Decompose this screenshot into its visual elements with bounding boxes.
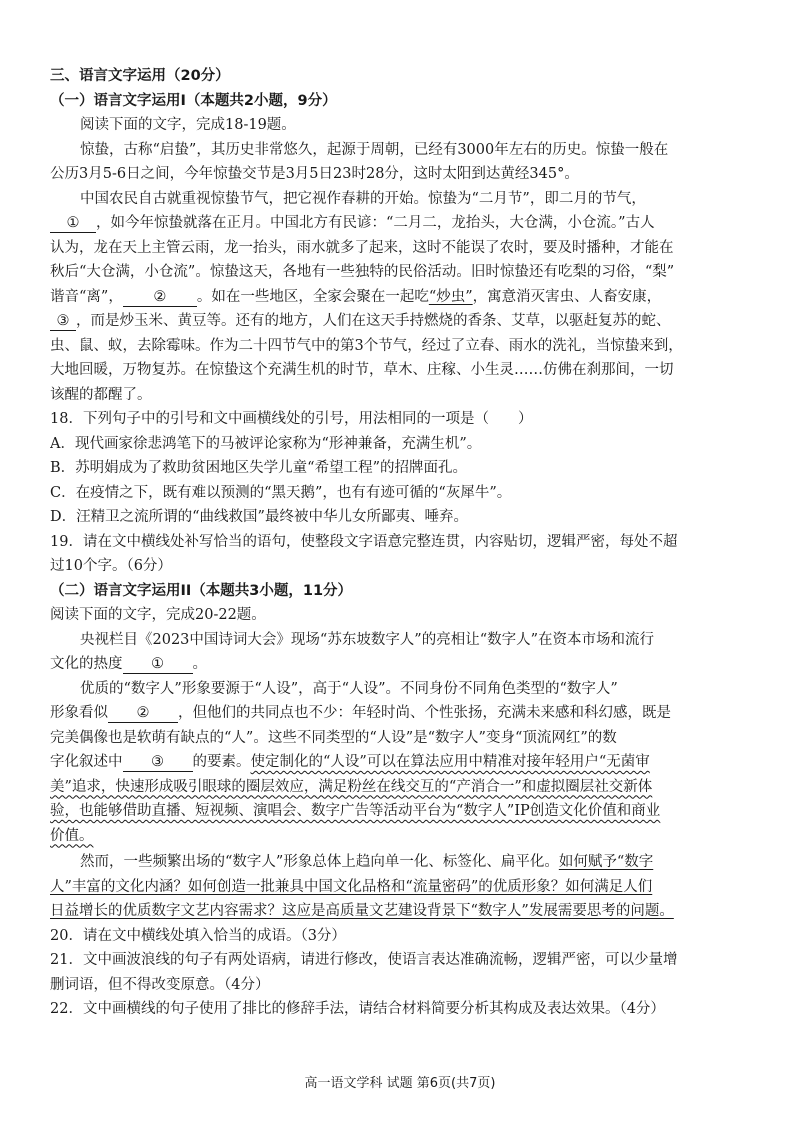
underlined-quote: “炒虫” [428,288,473,305]
exam-page [50,64,756,1022]
passage2-line [50,899,756,924]
blank-1[interactable]: ① [50,214,96,233]
passage2-line [50,799,756,824]
passage2-line: 央视栏目《2023中国诗词大会》现场“苏东坡数字人”的亮相让“数字人”在资本市场和流行 [80,631,655,648]
option-a: A．现代画家徐悲鸿笔下的马被评论家称为“形神兼备，充满生机”。 [50,435,482,452]
passage1-line: 该醒的都醒了。 [50,386,152,403]
question-19: 19．请在文中横线处补写恰当的语句，使整段文字语意完整连贯，内容贴切，逻辑严密，每处不超 [50,533,678,550]
question-21: 删词语，但不得改变原意。（4分） [50,976,270,993]
question-19: 过10个字。（6分） [50,558,172,574]
wavy-sentence: 美”追求，快速形成吸引眼球的圈层效应，满足粉丝在线交互的“产消合一”和虚拟圈层社交新体 [50,778,653,795]
blank-3[interactable]: ③ [50,312,76,331]
passage1-line: 中国农民自古就重视惊蛰节气，把它视作春耕的开始。惊蛰为“二月节”，即二月的节气， [80,190,646,207]
blank-idiom-3[interactable]: ③ [123,753,193,772]
question-18: 18．下列句子中的引号和文中画横线处的引号，用法相同的一项是（ ） [50,411,533,427]
passage1-line: 公历3月5-6日之间，今年惊蛰交节是3月5日23时28分，这时太阳到达黄经345°。 [50,166,579,182]
passage2-line [50,824,756,849]
option-d: D．汪精卫之流所谓的“曲线救国”最终被中华儿女所鄙夷、唾弃。 [50,509,468,525]
passage2-line: 字化叙述中 ③ 的要素。使定制化的“人设”可以在算法应用中精准对接年轻用户“无菌审 [50,754,650,770]
passage1-line: 惊蛰，古称“启蛰”，其历史非常悠久，起源于周朝，已经有3000年左右的历史。惊蛰一般在 [80,141,669,158]
question-21: 21．文中画波浪线的句子有两处语病，请进行修改，使语言表达准确流畅，逻辑严密，可以少量增 [50,952,678,968]
part1-intro: 阅读下面的文字，完成18-19题。 [80,117,296,133]
blank-idiom-2[interactable]: ② [108,704,178,723]
passage1-line: 谐音“离”， ② 。如在一些地区，全家会聚在一起吃“炒虫”，寓意消灭害虫、人畜安康， [50,288,662,305]
wavy-sentence: 验，也能够借助直播、短视频、演唱会、数字广告等活动平台为“数字人”IP创造文化价值和商业 [50,803,661,819]
passage1-line: 认为，龙在天上主管云雨，龙一抬头，雨水就多了起来，这时不能误了农时，要及时播种，才能在 [50,239,674,256]
passage2-line: 形象看似 ② ，但他们的共同点也不少：年轻时尚、个性张扬，充满未来感和科幻感，既是 [50,705,671,721]
passage2-line: 完美偶像也是软萌有缺点的“人”。这些不同类型的“人设”是“数字人”变身“顶流网红”的数 [50,729,617,746]
option-c: C．在疫情之下，既有难以预测的“黑天鹅”，也有有迹可循的“灰犀牛”。 [50,484,512,501]
question-22: 22．文中画横线的句子使用了排比的修辞手法，请结合材料简要分析其构成及表达效果。（4分） [50,1001,665,1017]
part2-title: （二）语言文字运用II（本题共3小题，11分） [50,582,353,599]
passage1-line: ① ，如今年惊蛰就落在正月。中国北方有民谚：“二月二，龙抬头，大仓满，小仓流。”古人 [50,211,756,236]
page-footer: 高一语文学科 试题 第6页(共7页) [304,1076,496,1091]
passage2-line [50,775,756,800]
passage2-line: 然而，一些频繁出场的“数字人”形象总体上趋向单一化、标签化、扁平化。如何赋予“数字 [80,854,654,870]
blank-2[interactable]: ② [123,288,197,307]
blank-idiom-1[interactable]: ① [123,655,193,674]
option-b: B．苏明娟成为了救助贫困地区失学儿童“希望工程”的招牌面孔。 [50,460,467,476]
passage1-line: 秋后“大仓满，小仓流”。惊蛰这天，各地有一些独特的民俗活动。旧时惊蛰还有吃梨的习俗，“梨” [50,264,675,280]
underlined-sentence: 人”丰富的文化内涵？如何创造一批兼具中国文化品格和“流量密码”的优质形象？如何满足人们 [50,878,653,895]
passage1-line: 虫、鼠、蚁，去除霉味。作为二十四节气中的第3个节气，经过了立春、雨水的洗礼，当惊蛰来到， [50,337,683,354]
question-20: 20．请在文中横线处填入恰当的成语。（3分） [50,927,346,944]
part1-title: （一）语言文字运用Ⅰ（本题共2小题，9分） [50,92,337,109]
underlined-sentence: 如何赋予“数字 [558,854,654,870]
wavy-sentence: 使定制化的“人设”可以在算法应用中精准对接年轻用户“无菌审 [250,754,650,770]
passage1-line: 大地回暖，万物复苏。在惊蛰这个充满生机的时节，草木、庄稼、小生灵……仿佛在刹那间，一切 [50,362,674,378]
wavy-sentence: 价值。 [50,827,94,844]
passage2-line: 文化的热度 ① 。 [50,656,207,672]
passage2-line: 优质的“数字人”形象要源于“人设”，高于“人设”。不同身份不同角色类型的“数字人” [80,680,618,697]
underlined-sentence: 日益增长的优质数字文艺内容需求？这应是高质量文艺建设背景下“数字人”发展需要思考的问题。 [50,903,674,919]
passage1-line: ③ ，而是炒玉米、黄豆等。还有的地方，人们在这天手持燃烧的香条、艾草，以驱赶复苏的蛇、 [50,309,756,334]
section-title: 三、语言文字运用（20分） [50,68,230,84]
passage2-line [50,875,756,900]
part2-intro: 阅读下面的文字，完成20-22题。 [50,607,266,623]
